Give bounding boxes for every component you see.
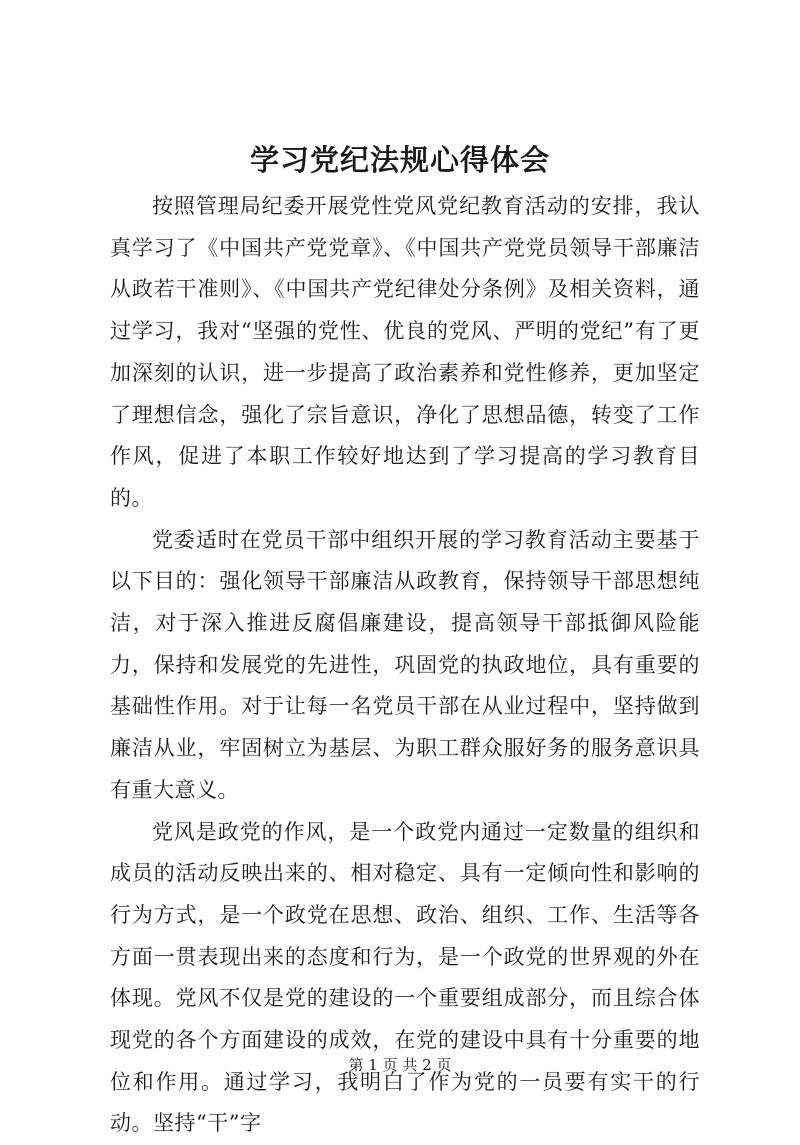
document-body: [110, 186, 700, 1145]
paragraph-1: 按照管理局纪委开展党性党风党纪教育活动的安排，我认真学习了《中国共产党党章》、《中国共产党党员领导干部廉洁从政若干准则》、《中国共产党纪律处分条例》及相关资料，通过学习，我对“坚强的党性、优良的党风、严明的党纪”有了更加深刻的认识，进一步提高了政治素养和党性修养，更加坚定了理想信念，强化了宗旨意识，净化了思想品德，转变了工作作风，促进了本职工作较好地达到了学习提高的学习教育目的。: [110, 194, 700, 510]
paragraph-3: 党风是政党的作风，是一个政党内通过一定数量的组织和成员的活动反映出来的、相对稳定、具有一定倾向性和影响的行为方式，是一个政党在思想、政治、组织、工作、生活等各方面一贯表现出来的态度和行为，是一个政党的世界观的外在体现。党风不仅是党的建设的一个重要组成部分，而且综合体现党的各个方面建设的成效，在党的建设中具有十分重要的地位和作用。通过学习，我明白了作为党的一员要有实干的行动。坚持“干”字: [110, 819, 700, 1136]
page-title: 学习党纪法规心得体会: [249, 143, 550, 177]
page-footer: 第 1 页 共 2 页: [348, 1056, 452, 1074]
paragraph-2: 党委适时在党员干部中组织开展的学习教育活动主要基于以下目的：强化领导干部廉洁从政教育，保持领导干部思想纯洁，对于深入推进反腐倡廉建设，提高领导干部抵御风险能力，保持和发展党的先进性，巩固党的执政地位，具有重要的基础性作用。对于让每一名党员干部在从业过程中，坚持做到廉洁从业，牢固树立为基层、为职工群众服好务的服务意识具有重大意义。: [110, 527, 700, 802]
